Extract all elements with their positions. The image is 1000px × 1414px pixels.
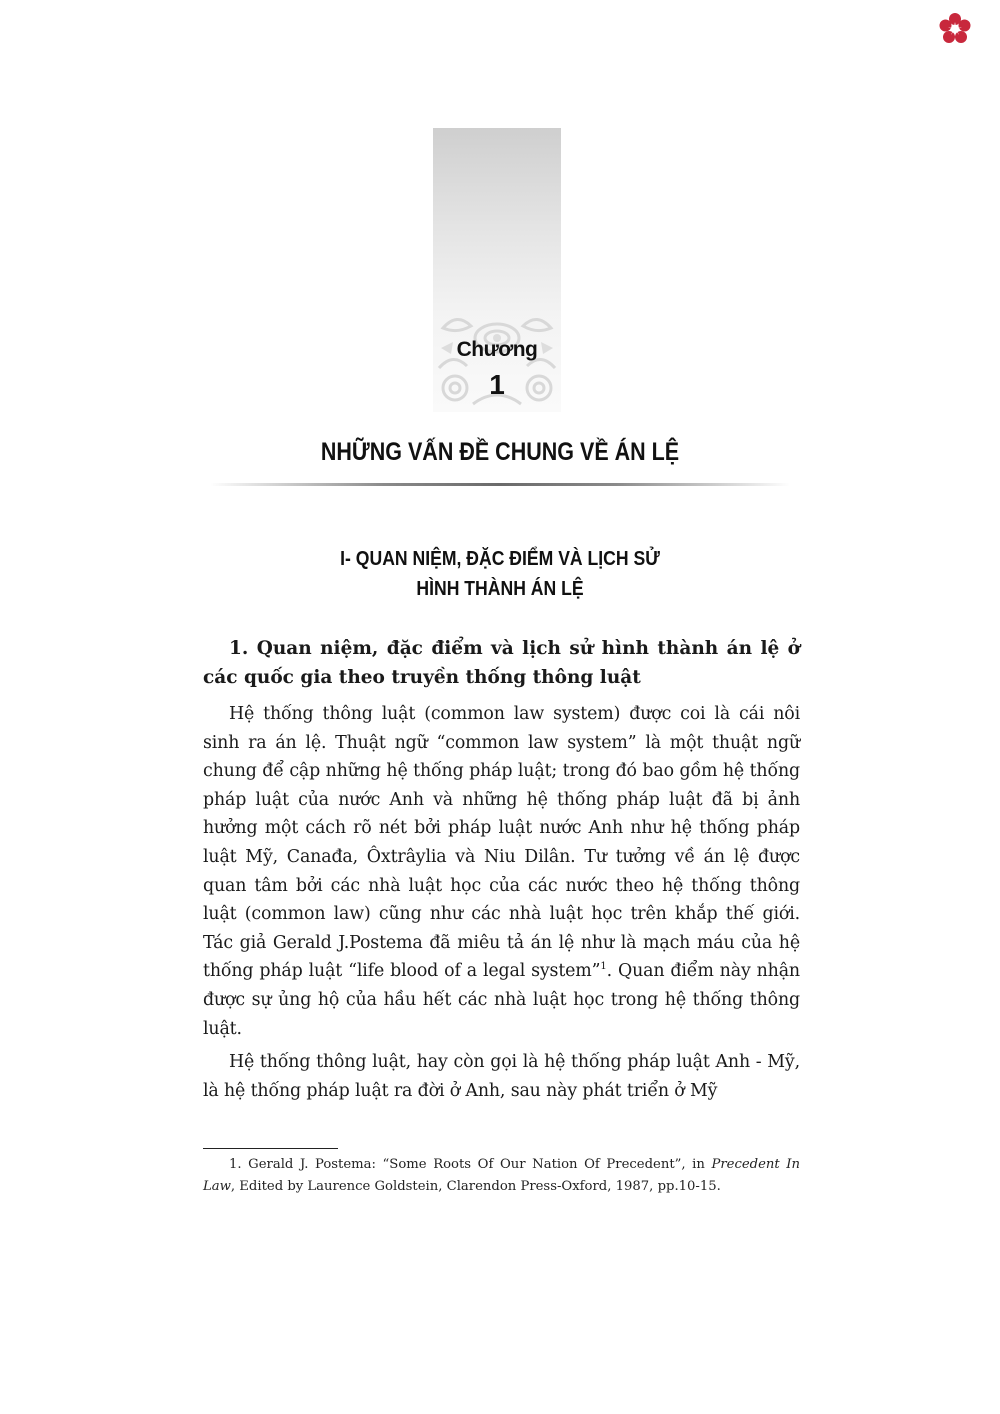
footnote-text-b: , Edited by Laurence Goldstein, Clarendon Press-Oxford, 1987, pp.10-15.: [230, 1179, 721, 1194]
paragraph-1-text-a: Hệ thống thông luật (common law system) được coi là cái nôi sinh ra án lệ. Thuật ngữ “common law system” là một thuật ngữ chung để cập những hệ thống pháp luật; trong đó bao gồm hệ thống pháp luật của nước Anh và những hệ thống pháp luật đã bị ảnh hưởng một cách rõ nét bởi pháp luật nước Anh như hệ thống pháp luật Mỹ, Canađa, Ôxtrâylia và Niu Dilân. Tư tưởng về án lệ được quan tâm bởi các nhà luật học của các nước theo hệ thống thông luật (common law) cũng như các nhà luật học trên khắp thế giới. Tác giả Gerald J.Postema đã miêu tả án lệ như là mạch máu của hệ thống pháp luật “life blood of a legal system”: [203, 704, 800, 982]
section-heading-line-2: HÌNH THÀNH ÁN LỆ: [416, 578, 584, 600]
section-heading-line-1: I- QUAN NIỆM, ĐẶC ĐIỂM VÀ LỊCH SỬ: [340, 548, 660, 570]
footnote: [203, 1154, 800, 1198]
subsection-title: 1. Quan niệm, đặc điểm và lịch sử hình thành án lệ ở các quốc gia theo truyền thống thông luật: [203, 638, 800, 688]
chapter-label: Chương: [456, 338, 538, 361]
footnote-reference: 1: [600, 961, 607, 973]
chapter-title: NHỮNG VẤN ĐỀ CHUNG VỀ ÁN LỆ: [320, 438, 680, 466]
footnote-text-a: 1. Gerald J. Postema: “Some Roots Of Our Nation Of Precedent”, in: [229, 1157, 712, 1172]
paragraph-1: [203, 700, 800, 1043]
paragraph-1-text-b: . Quan điểm này nhận được sự ủng hộ của hầu hết các nhà luật học trong hệ thống thông luật.: [203, 961, 800, 1039]
footnote-divider: [203, 1148, 338, 1149]
chapter-number: 1: [489, 369, 505, 400]
section-heading: [236, 544, 764, 604]
title-divider: [210, 483, 790, 486]
publisher-logo-icon: [938, 12, 972, 46]
paragraph-2: Hệ thống thông luật, hay còn gọi là hệ thống pháp luật Anh - Mỹ, là hệ thống pháp luật ra đời ở Anh, sau này phát triển ở Mỹ: [203, 1052, 800, 1101]
footnote-book-title: Precedent In Law: [203, 1157, 800, 1194]
body-content: [203, 634, 800, 1110]
